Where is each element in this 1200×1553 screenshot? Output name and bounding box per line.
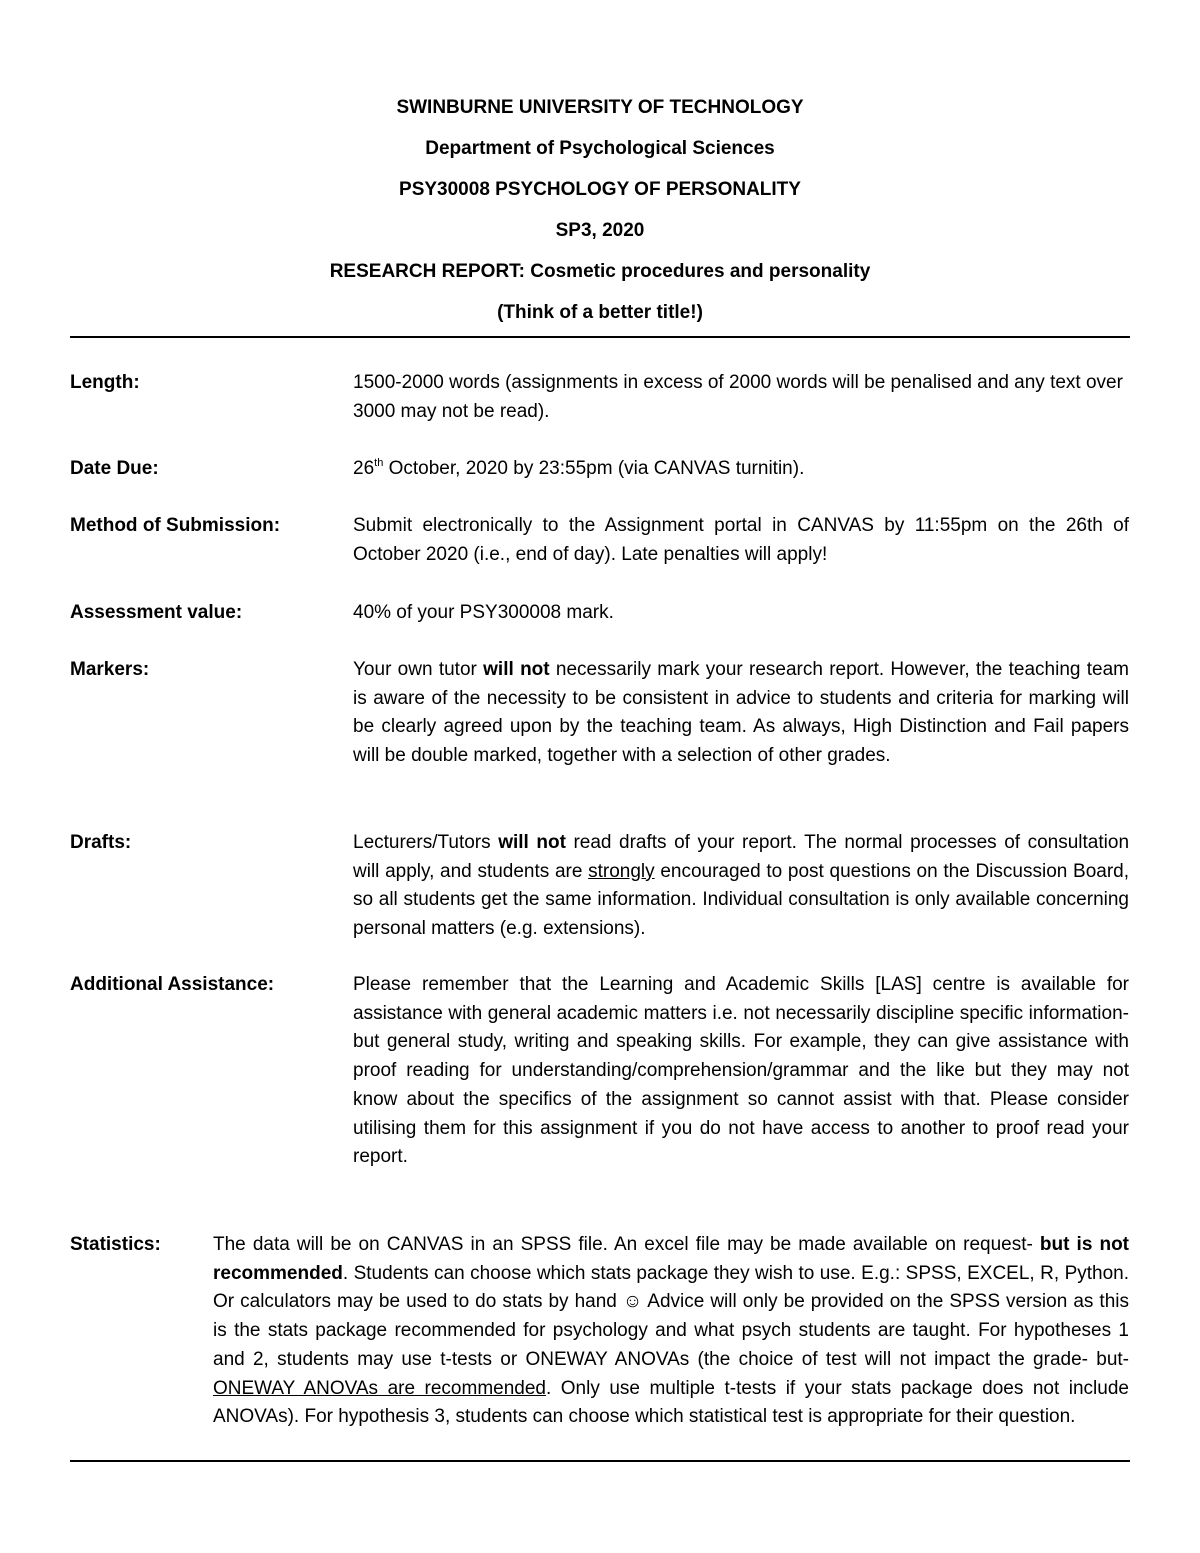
due-details: October, 2020 by 23:55pm (via CANVAS turnitin). xyxy=(383,458,805,479)
date-due-label: Date Due: xyxy=(70,458,159,479)
top-divider xyxy=(70,336,1130,338)
statistics-underlined: ONEWAY ANOVAs are recommended xyxy=(213,1377,546,1399)
report-title: RESEARCH REPORT: Cosmetic procedures and personality xyxy=(329,261,871,282)
markers-text-2: necessarily mark your research report. However, the teaching team is aware of the necessity to be consistent in advice to students and criteria for marking will be clearly agreed upon by the teaching team. As always, High Distinction and Fail papers will be double marked, together with a selection of other grades. xyxy=(353,659,1129,767)
bottom-divider xyxy=(70,1460,1130,1462)
length-label: Length: xyxy=(70,372,140,393)
statistics-text-2: . Students can choose which stats package they wish to use. E.g.: SPSS, EXCEL, R, Python. Or calculators may be used to do stats by hand xyxy=(213,1262,1129,1313)
university-name: SWINBURNE UNIVERSITY OF TECHNOLOGY xyxy=(396,97,804,118)
statistics-text-3: Advice will only be provided on the SPSS version as this is the stats package recommended for psychology and what psych students are taught. For hypotheses 1 and 2, students may use t-tests or ONEWAY ANOVAs (the choice of test will not impact the grade- but- xyxy=(213,1291,1129,1370)
date-due-value xyxy=(353,455,1129,484)
due-day: 26 xyxy=(353,458,375,479)
assessment-value-text: 40% of your PSY300008 mark. xyxy=(353,602,614,623)
statistics-text-1: The data will be on CANVAS in an SPSS file. An excel file may be made available on request- xyxy=(213,1234,1040,1255)
statistics-label: Statistics: xyxy=(70,1234,161,1255)
additional-assistance-label: Additional Assistance: xyxy=(70,974,275,995)
length-value: 1500-2000 words (assignments in excess of 2000 words will be penalised and any text over 3000 may not be read). xyxy=(353,372,1123,422)
study-period: SP3, 2020 xyxy=(555,220,645,241)
statistics-emphasis: but is not recommended xyxy=(213,1234,1129,1284)
drafts-label: Drafts: xyxy=(70,832,132,853)
markers-value xyxy=(353,656,1129,771)
markers-label: Markers: xyxy=(70,659,150,680)
unit-title: PSY30008 PSYCHOLOGY OF PERSONALITY xyxy=(399,179,801,200)
department-name: Department of Psychological Sciences xyxy=(425,138,775,159)
statistics-value xyxy=(213,1231,1129,1432)
due-day-ordinal: th xyxy=(374,457,384,469)
drafts-text-3: encouraged to post questions on the Discussion Board, so all students get the same information. Individual consultation is only available concerning personal matters (e.g. extensions). xyxy=(353,860,1129,940)
drafts-text-2: read drafts of your report. The normal processes of consultation will apply, and students are xyxy=(353,832,1130,882)
submission-method-value: Submit electronically to the Assignment portal in CANVAS by 11:55pm on the 26th of October 2020 (i.e., end of day). Late penalties will apply! xyxy=(353,515,1129,565)
drafts-value xyxy=(353,829,1129,944)
markers-emphasis: will not xyxy=(483,659,550,680)
additional-assistance-value: Please remember that the Learning and Academic Skills [LAS] centre is available for assistance with general academic matters i.e. not necessarily discipline specific information- but general study, writing and speaking skills. For example, they can give assistance with proof reading for understanding/comprehension/grammar and the like but they may not know about the specifics of the assignment so cannot assist with that. Please consider utilising them for this assignment if you do not have access to another to proof read your report. xyxy=(353,974,1129,1168)
smiley-icon: ☺ xyxy=(622,1291,643,1313)
report-subtitle: (Think of a better title!) xyxy=(497,302,703,323)
assessment-value-label: Assessment value: xyxy=(70,602,243,623)
drafts-text-1: Lecturers/Tutors xyxy=(353,832,499,853)
statistics-text-4: . Only use multiple t-tests if your stats package does not include ANOVAs). For hypothesis 3, students can choose which statistical test is appropriate for their question. xyxy=(213,1377,1129,1428)
drafts-emphasis: will not xyxy=(498,832,566,853)
document-header xyxy=(70,96,1130,342)
markers-text-1: Your own tutor xyxy=(353,659,484,680)
submission-method-label: Method of Submission: xyxy=(70,515,281,536)
drafts-underlined: strongly xyxy=(588,860,655,882)
